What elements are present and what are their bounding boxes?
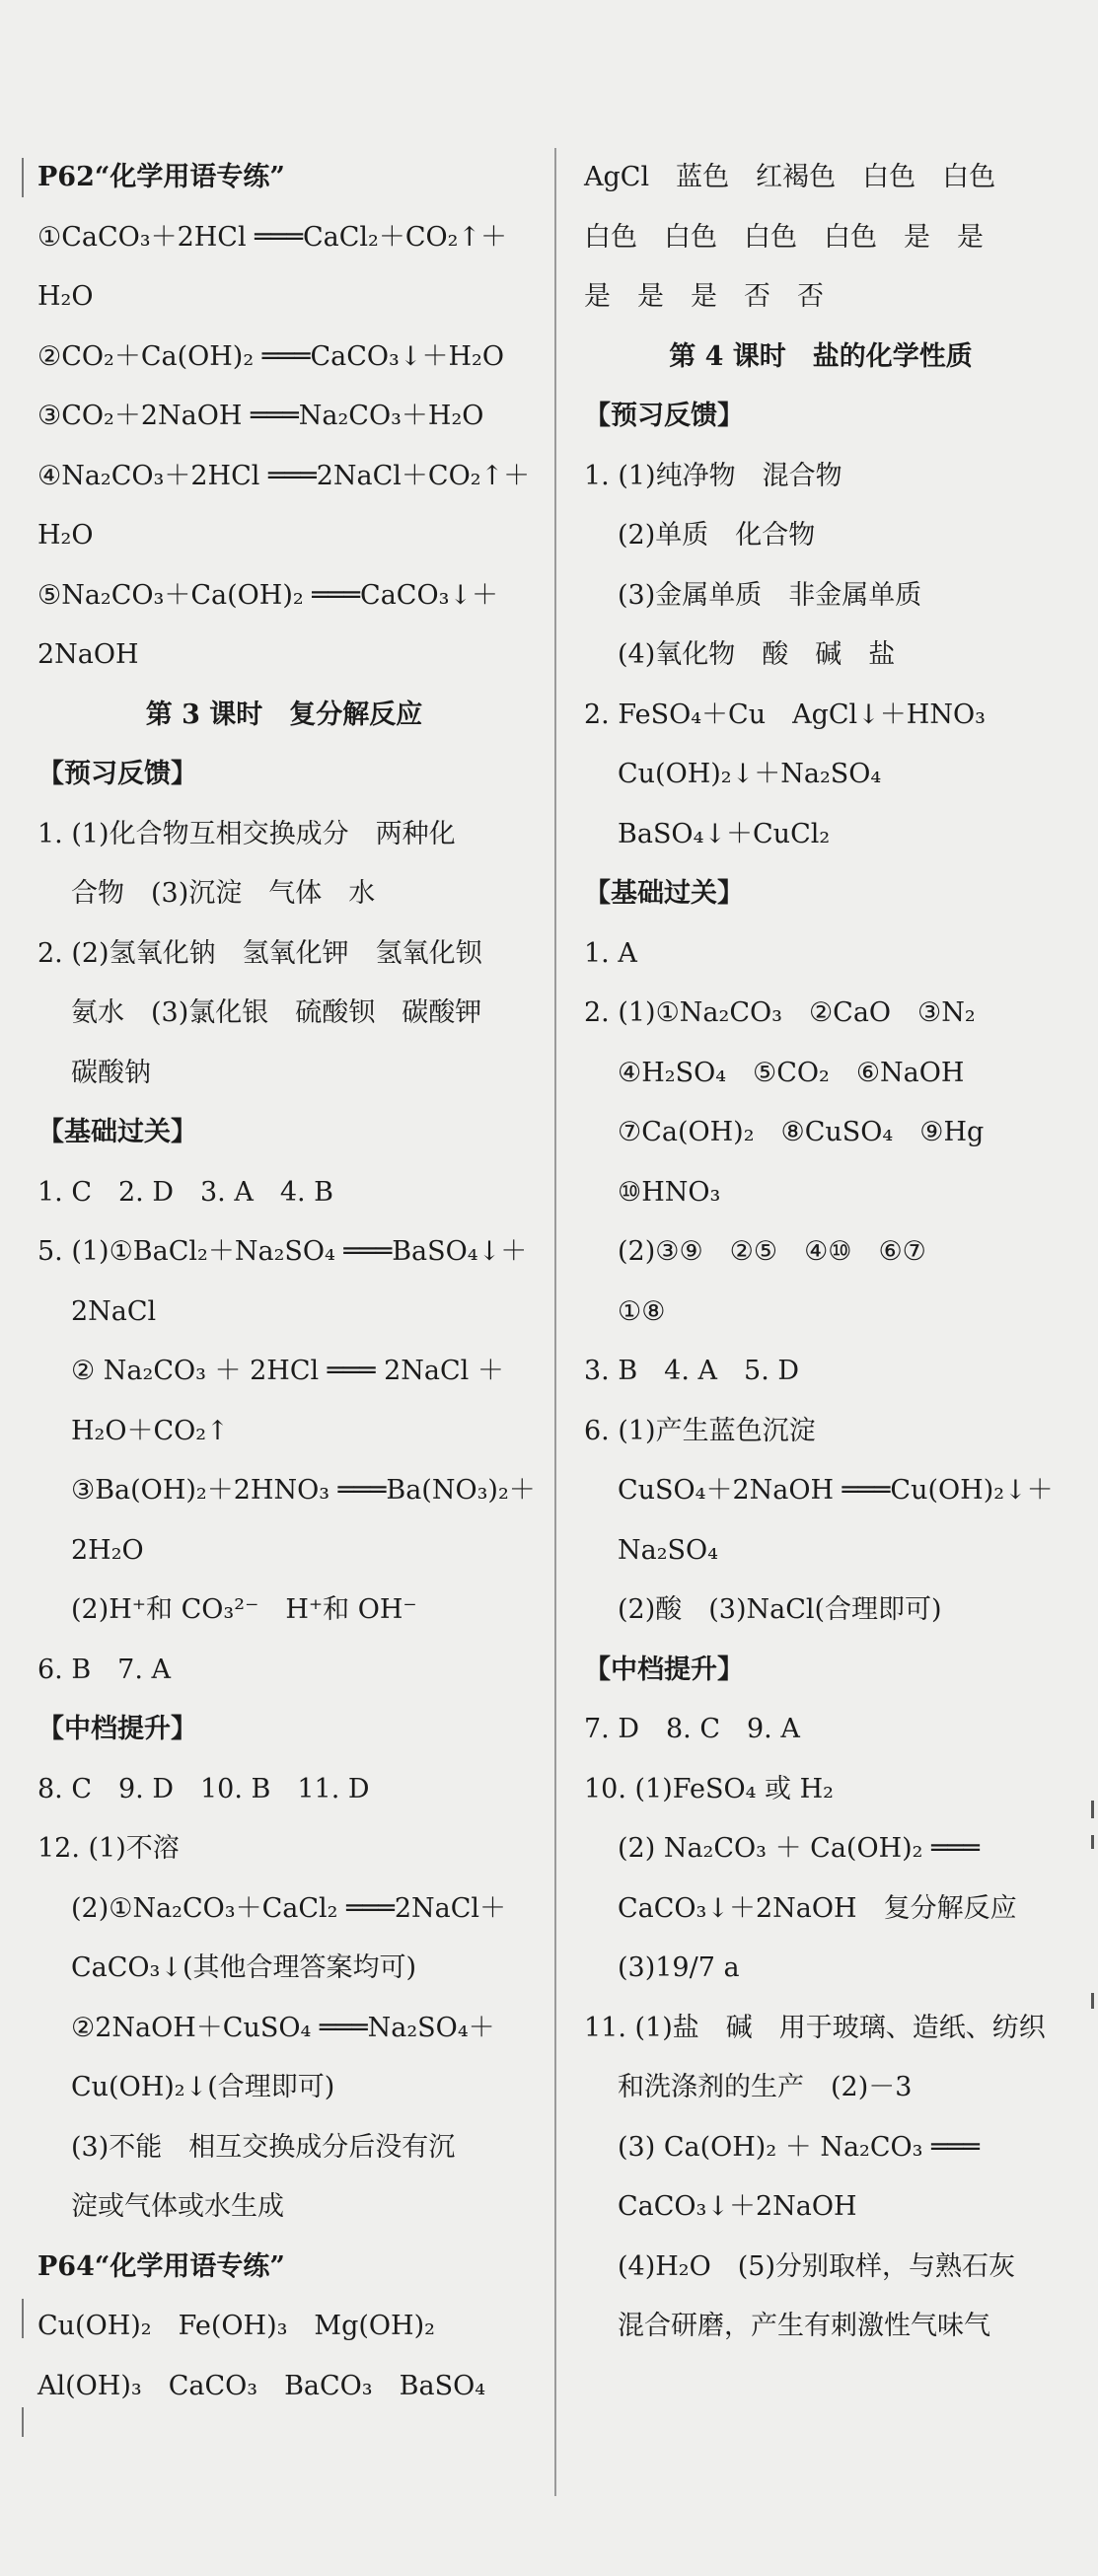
- answer-line: 【中档提升】: [37, 1714, 197, 1744]
- answer-line: 第 3 课时 复分解反应: [145, 699, 423, 730]
- answer-line: (3)19/7 a: [618, 1952, 740, 1983]
- answer-line: 2. (1)①Na₂CO₃ ②CaO ③N₂: [584, 997, 976, 1028]
- margin-mark: [1091, 1801, 1094, 1818]
- answer-line: Na₂SO₄: [618, 1534, 719, 1566]
- column-divider: [554, 148, 556, 2496]
- answer-line: 6. (1)产生蓝色沉淀: [584, 1415, 816, 1446]
- margin-mark: [1091, 1993, 1094, 2009]
- answer-line: 5. (1)①BaCl₂＋Na₂SO₄ ═══BaSO₄↓＋: [37, 1236, 528, 1267]
- answer-line: 是 是 是 否 否: [584, 281, 824, 312]
- answer-line: 和洗涤剂的生产 (2)－3: [618, 2072, 913, 2102]
- answer-line: ④H₂SO₄ ⑤CO₂ ⑥NaOH: [618, 1057, 965, 1088]
- answer-line: H₂O: [37, 281, 94, 312]
- answer-line: (3)金属单质 非金属单质: [618, 579, 922, 611]
- margin-mark: [22, 158, 24, 197]
- answer-line: ⑤Na₂CO₃＋Ca(OH)₂ ═══CaCO₃↓＋: [37, 579, 499, 611]
- answer-line: 8. C 9. D 10. B 11. D: [37, 1773, 370, 1804]
- answer-line: 氨水 (3)氯化银 硫酸钡 碳酸钾: [71, 997, 482, 1028]
- answer-line: 2. (2)氢氧化钠 氢氧化钾 氢氧化钡: [37, 937, 482, 969]
- answer-line: 【基础过关】: [37, 1117, 197, 1147]
- answer-line: 合物 (3)沉淀 气体 水: [71, 878, 376, 909]
- answer-line: 【中档提升】: [584, 1654, 744, 1685]
- answer-line: CaCO₃↓＋2NaOH: [618, 2191, 857, 2222]
- answer-line: 2NaOH: [37, 639, 139, 670]
- answer-line: 1. A: [584, 937, 637, 969]
- answer-line: 白色 白色 白色 白色 是 是: [584, 221, 984, 253]
- answer-line: 2H₂O: [71, 1534, 144, 1566]
- answer-line: ①⑧: [618, 1295, 666, 1327]
- answer-line: ③Ba(OH)₂＋2HNO₃ ═══Ba(NO₃)₂＋: [71, 1475, 536, 1506]
- answer-line: 11. (1)盐 碱 用于玻璃、造纸、纺织: [584, 2012, 1046, 2043]
- answer-line: 碳酸钠: [71, 1057, 151, 1088]
- answer-line: (2)③⑨ ②⑤ ④⑩ ⑥⑦: [618, 1236, 926, 1267]
- answer-line: CaCO₃↓(其他合理答案均可): [71, 1952, 417, 1983]
- answer-line: 1. (1)纯净物 混合物: [584, 460, 842, 491]
- answer-line: ② Na₂CO₃ ＋ 2HCl ═══ 2NaCl ＋: [71, 1356, 504, 1386]
- margin-mark: [22, 2407, 24, 2437]
- answer-line: (2)单质 化合物: [618, 520, 816, 551]
- answer-line: H₂O＋CO₂↑: [71, 1415, 229, 1446]
- answer-line: CuSO₄＋2NaOH ═══Cu(OH)₂↓＋: [618, 1475, 1054, 1506]
- answer-line: ⑦Ca(OH)₂ ⑧CuSO₄ ⑨Hg: [618, 1117, 985, 1147]
- answer-line: (2) Na₂CO₃ ＋ Ca(OH)₂ ═══: [618, 1833, 980, 1864]
- margin-mark: [22, 2299, 24, 2338]
- answer-line: Cu(OH)₂↓(合理即可): [71, 2072, 335, 2102]
- answer-line: ④Na₂CO₃＋2HCl ═══2NaCl＋CO₂↑＋: [37, 460, 531, 491]
- answer-line: (2)酸 (3)NaCl(合理即可): [618, 1594, 942, 1625]
- answer-line: 1. (1)化合物互相交换成分 两种化: [37, 818, 456, 849]
- answer-line: (4)H₂O (5)分别取样，与熟石灰: [618, 2250, 1015, 2282]
- answer-line: BaSO₄↓＋CuCl₂: [618, 818, 831, 849]
- answer-line: P64“化学用语专练”: [37, 2250, 285, 2282]
- margin-mark: [1091, 1835, 1094, 1849]
- answer-line: (3)不能 相互交换成分后没有沉: [71, 2131, 456, 2163]
- answer-line: P62“化学用语专练”: [37, 162, 285, 192]
- answer-line: Al(OH)₃ CaCO₃ BaCO₃ BaSO₄: [37, 2370, 486, 2401]
- answer-line: 【预习反馈】: [584, 401, 744, 431]
- answer-line: CaCO₃↓＋2NaOH 复分解反应: [618, 1892, 1017, 1924]
- answer-line: 3. B 4. A 5. D: [584, 1356, 800, 1386]
- answer-line: Cu(OH)₂ Fe(OH)₃ Mg(OH)₂: [37, 2311, 435, 2341]
- answer-line: ③CO₂＋2NaOH ═══Na₂CO₃＋H₂O: [37, 401, 484, 431]
- answer-line: (2)①Na₂CO₃＋CaCl₂ ═══2NaCl＋: [71, 1892, 507, 1924]
- answer-line: ①CaCO₃＋2HCl ═══CaCl₂＋CO₂↑＋: [37, 221, 508, 253]
- answer-line: (2)H⁺和 CO₃²⁻ H⁺和 OH⁻: [71, 1594, 417, 1625]
- answer-line: 6. B 7. A: [37, 1654, 172, 1685]
- answer-line: 10. (1)FeSO₄ 或 H₂: [584, 1773, 834, 1804]
- answer-line: H₂O: [37, 520, 94, 551]
- answer-line: 第 4 课时 盐的化学性质: [669, 340, 973, 372]
- right-column: [584, 148, 1058, 2357]
- answer-line: ②CO₂＋Ca(OH)₂ ═══CaCO₃↓＋H₂O: [37, 340, 505, 372]
- answer-line: (3) Ca(OH)₂ ＋ Na₂CO₃ ═══: [618, 2131, 980, 2163]
- answer-line: 淀或气体或水生成: [71, 2191, 284, 2222]
- left-column: [37, 148, 536, 2416]
- answer-line: 1. C 2. D 3. A 4. B: [37, 1176, 334, 1208]
- answer-line: 2NaCl: [71, 1295, 157, 1327]
- answer-line: AgCl 蓝色 红褐色 白色 白色: [584, 162, 996, 192]
- answer-line: 【基础过关】: [584, 878, 744, 909]
- answer-line: (4)氧化物 酸 碱 盐: [618, 639, 896, 670]
- answer-line: Cu(OH)₂↓＋Na₂SO₄: [618, 759, 882, 789]
- answer-line: 2. FeSO₄＋Cu AgCl↓＋HNO₃: [584, 699, 986, 730]
- answer-line: 混合研磨，产生有刺激性气味气: [618, 2311, 990, 2341]
- answer-line: ②2NaOH＋CuSO₄ ═══Na₂SO₄＋: [71, 2012, 495, 2043]
- answer-line: 【预习反馈】: [37, 759, 197, 789]
- answer-line: 7. D 8. C 9. A: [584, 1714, 800, 1744]
- answer-line: 12. (1)不溶: [37, 1833, 180, 1864]
- answer-line: ⑩HNO₃: [618, 1176, 721, 1208]
